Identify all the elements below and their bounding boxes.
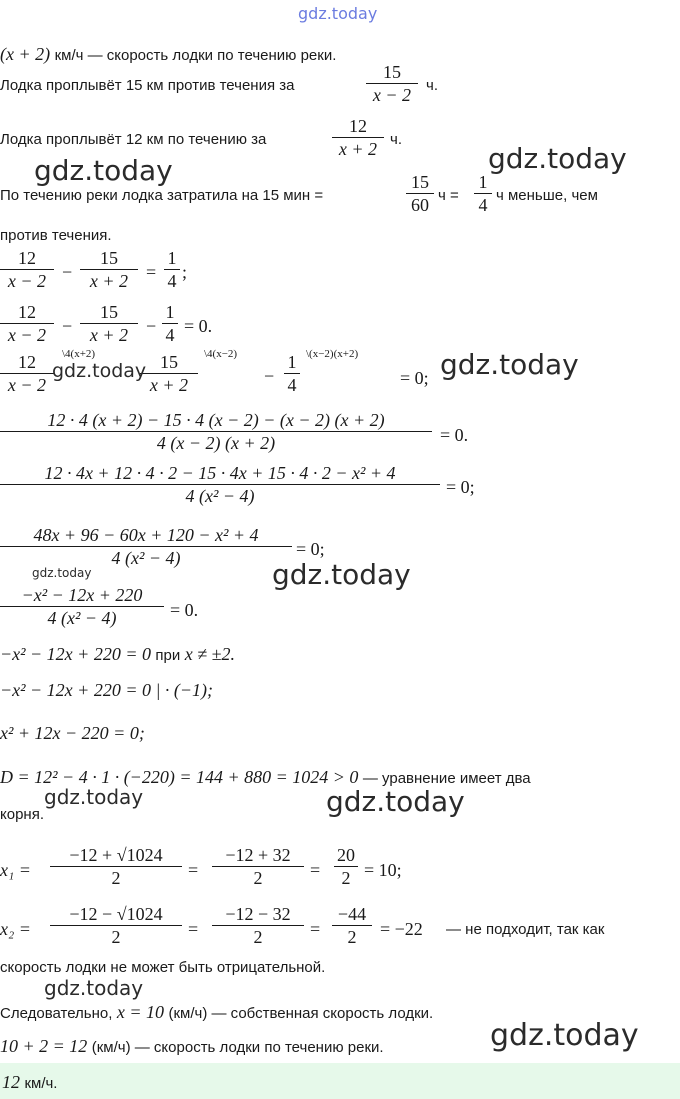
numerator: 48x + 96 − 60x + 120 − x² + 4 bbox=[33, 525, 259, 545]
denominator: x − 2 bbox=[7, 325, 47, 345]
watermark: gdz.today bbox=[52, 360, 147, 382]
operator: = bbox=[188, 919, 199, 939]
denominator: x + 2 bbox=[89, 271, 129, 291]
math-expr: D = 12² − 4 · 1 · (−220) = 144 + 880 = 1024 > 0 bbox=[0, 767, 359, 787]
text: = 10; bbox=[364, 860, 402, 880]
numerator: −12 − √1024 bbox=[69, 904, 163, 924]
numerator: 12 · 4 (x + 2) − 15 · 4 (x − 2) − (x − 2) (x + 2) bbox=[47, 410, 385, 430]
denominator: 4 bbox=[165, 325, 175, 345]
fraction bbox=[0, 302, 54, 345]
denominator: x − 2 bbox=[372, 85, 412, 105]
fraction bbox=[366, 62, 418, 105]
watermark: gdz.today bbox=[440, 348, 579, 381]
fraction bbox=[0, 525, 292, 568]
answer-band bbox=[0, 1063, 680, 1099]
text: = 0. bbox=[440, 425, 469, 445]
line-1 bbox=[0, 44, 336, 65]
numerator: −44 bbox=[337, 904, 367, 924]
fraction bbox=[406, 172, 434, 215]
denominator: x + 2 bbox=[149, 375, 189, 395]
denominator: 4 (x² − 4) bbox=[111, 548, 181, 568]
punct: ; bbox=[182, 262, 188, 282]
line-2-text: Лодка проплывёт 15 км против течения за bbox=[0, 77, 295, 94]
denominator: x + 2 bbox=[338, 139, 378, 159]
numerator: 15 bbox=[100, 248, 118, 268]
watermark: gdz.today bbox=[490, 1018, 639, 1053]
line-3-text: Лодка проплывёт 12 км по течению за bbox=[0, 131, 267, 148]
numerator: 1 bbox=[287, 352, 297, 372]
fraction bbox=[80, 302, 138, 345]
watermark: gdz.today bbox=[488, 142, 627, 175]
denominator: 4 bbox=[287, 375, 297, 395]
watermark: gdz.today bbox=[326, 785, 465, 818]
fraction bbox=[474, 172, 492, 215]
denominator: 2 bbox=[253, 927, 263, 947]
denominator: 4 (x² − 4) bbox=[47, 608, 117, 628]
watermark: gdz.today bbox=[44, 785, 144, 809]
text: ч = bbox=[438, 187, 459, 204]
x1-lhs: x₁ = bbox=[0, 860, 31, 880]
text: км/ч. bbox=[24, 1075, 58, 1092]
denominator: 2 bbox=[253, 868, 263, 888]
watermark: gdz.today bbox=[44, 976, 144, 1000]
math-expr: −x² − 12x + 220 = 0 bbox=[0, 644, 151, 664]
watermark: gdz.today bbox=[34, 154, 173, 187]
conclusion-2 bbox=[0, 1036, 384, 1057]
fraction bbox=[0, 352, 54, 395]
denominator: 4 bbox=[167, 271, 177, 291]
math-expr: (x + 2) bbox=[0, 44, 51, 64]
fraction bbox=[50, 845, 182, 888]
text: ч меньше, чем bbox=[496, 187, 598, 204]
watermark: gdz.today bbox=[32, 566, 92, 580]
fraction bbox=[80, 248, 138, 291]
fraction bbox=[284, 352, 300, 395]
numerator: −12 + 32 bbox=[225, 845, 291, 865]
text: Следовательно, bbox=[0, 1005, 113, 1022]
watermark: gdz.today bbox=[272, 558, 411, 591]
multiplier: \(x−2)(x+2) bbox=[306, 348, 359, 360]
text: (км/ч) — собственная скорость лодки. bbox=[168, 1005, 434, 1022]
text: = 0. bbox=[184, 316, 213, 336]
operator: = bbox=[146, 262, 157, 282]
fraction bbox=[0, 585, 164, 628]
text: — не подходит, так как bbox=[446, 921, 605, 938]
text: = 0; bbox=[400, 368, 429, 388]
text: км/ч — скорость лодки по течению реки. bbox=[54, 47, 337, 64]
fraction bbox=[332, 116, 384, 159]
denominator: 4 (x − 2) (x + 2) bbox=[156, 433, 276, 453]
fraction bbox=[0, 248, 54, 291]
numerator: 1 bbox=[478, 172, 488, 192]
denominator: x + 2 bbox=[89, 325, 129, 345]
denominator: 2 bbox=[341, 868, 351, 888]
math-expr: 12 bbox=[2, 1072, 20, 1092]
numerator: 15 bbox=[383, 62, 401, 82]
numerator: 15 bbox=[160, 352, 178, 372]
denominator: 4 (x² − 4) bbox=[185, 486, 255, 506]
operator: − bbox=[62, 262, 73, 282]
numerator: 1 bbox=[167, 248, 177, 268]
numerator: 20 bbox=[337, 845, 355, 865]
eq-9: −x² − 12x + 220 = 0 | · (−1); bbox=[0, 680, 214, 700]
denominator: x − 2 bbox=[7, 271, 47, 291]
fraction bbox=[140, 352, 198, 395]
operator: − bbox=[264, 366, 275, 386]
operator: − bbox=[146, 316, 157, 336]
numerator: −x² − 12x + 220 bbox=[21, 585, 143, 605]
fraction bbox=[212, 904, 304, 947]
numerator: −12 + √1024 bbox=[69, 845, 163, 865]
fraction bbox=[164, 248, 180, 291]
fraction bbox=[50, 904, 182, 947]
denominator: 2 bbox=[111, 868, 121, 888]
operator: = bbox=[310, 860, 321, 880]
math-expr: 10 + 2 = 12 bbox=[0, 1036, 88, 1056]
answer bbox=[2, 1072, 57, 1093]
text: при bbox=[155, 647, 181, 664]
unit: ч. bbox=[390, 131, 402, 148]
numerator: 12 bbox=[349, 116, 367, 136]
denominator: 4 bbox=[478, 195, 488, 215]
text: (км/ч) — скорость лодки по течению реки. bbox=[91, 1039, 384, 1056]
text: = −22 bbox=[380, 919, 423, 939]
fraction bbox=[0, 463, 440, 506]
x2-lhs: x₂ = bbox=[0, 919, 31, 939]
operator: − bbox=[62, 316, 73, 336]
fraction bbox=[334, 845, 358, 888]
numerator: 12 bbox=[18, 352, 36, 372]
numerator: 15 bbox=[100, 302, 118, 322]
text: = 0; bbox=[446, 477, 475, 497]
conclusion-1 bbox=[0, 1002, 433, 1023]
denominator: 60 bbox=[411, 195, 429, 215]
eq-10: x² + 12x − 220 = 0; bbox=[0, 723, 145, 743]
text: = 0; bbox=[296, 539, 325, 559]
denominator: 2 bbox=[111, 927, 121, 947]
text: скорость лодки не может быть отрицательной. bbox=[0, 959, 326, 976]
fraction bbox=[162, 302, 178, 345]
denominator: x − 2 bbox=[7, 375, 47, 395]
numerator: 12 · 4x + 12 · 4 · 2 − 15 · 4x + 15 · 4 · 2 − x² + 4 bbox=[44, 463, 396, 483]
line-5-text: против течения. bbox=[0, 227, 112, 244]
math-expr: x = 10 bbox=[116, 1002, 165, 1022]
operator: = bbox=[188, 860, 199, 880]
watermark-top: gdz.today bbox=[298, 4, 378, 23]
multiplier: \4(x+2) bbox=[62, 348, 96, 360]
text: = 0. bbox=[170, 600, 199, 620]
numerator: −12 − 32 bbox=[225, 904, 291, 924]
multiplier: \4(x−2) bbox=[204, 348, 238, 360]
numerator: 12 bbox=[18, 302, 36, 322]
numerator: 15 bbox=[411, 172, 429, 192]
eq-8 bbox=[0, 644, 235, 665]
numerator: 12 bbox=[18, 248, 36, 268]
fraction bbox=[0, 410, 432, 453]
operator: = bbox=[310, 919, 321, 939]
line-4-text: По течению реки лодка затратила на 15 мин = bbox=[0, 187, 324, 204]
denominator: 2 bbox=[347, 927, 357, 947]
text: корня. bbox=[0, 806, 44, 823]
text: — уравнение имеет два bbox=[362, 770, 531, 787]
numerator: 1 bbox=[165, 302, 175, 322]
fraction bbox=[212, 845, 304, 888]
unit: ч. bbox=[426, 77, 438, 94]
fraction bbox=[332, 904, 372, 947]
math-expr: x ≠ ±2. bbox=[184, 644, 235, 664]
